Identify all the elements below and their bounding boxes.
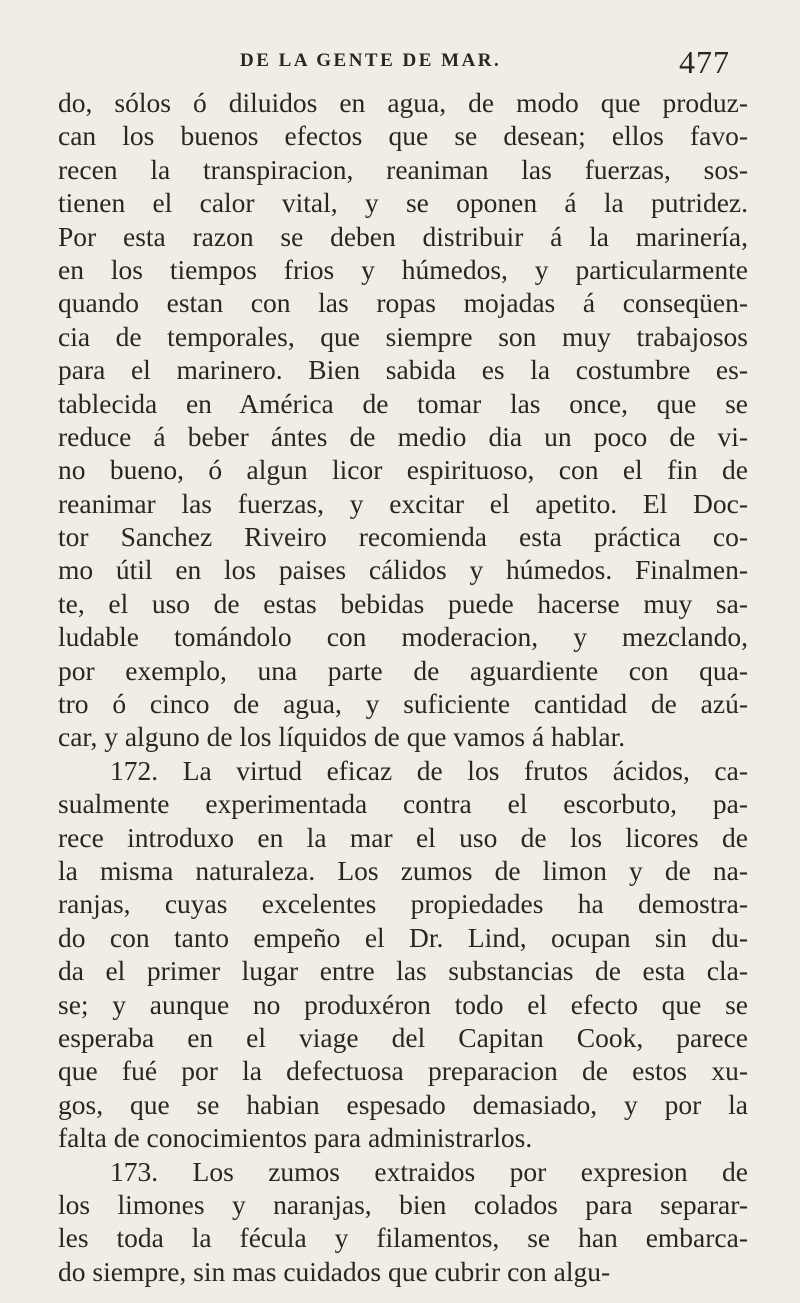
text-line: te, el uso de estas bebidas puede hacerse muy sa-: [58, 587, 748, 619]
text-line: para el marinero. Bien sabida es la costumbre es-: [58, 354, 748, 386]
text-line: car, y alguno de los líquidos de que vamos á hablar.: [58, 721, 626, 753]
text-line: que fué por la defectuosa preparacion de estos xu-: [58, 1055, 748, 1087]
text-line: reanimar las fuerzas, y excitar el apetito. El Doc-: [58, 487, 748, 519]
text-line: por exemplo, una parte de aguardiente con qua-: [58, 654, 748, 686]
text-line: da el primer lugar entre las substancias de esta cla-: [58, 955, 748, 987]
text-line: tro ó cinco de agua, y suficiente cantidad de azú-: [58, 688, 748, 720]
text-line: los limones y naranjas, bien colados para separar-: [58, 1188, 748, 1220]
text-line: reduce á beber ántes de medio dia un poco de vi-: [58, 420, 748, 452]
text-line: tienen el calor vital, y se oponen á la putridez.: [58, 187, 748, 219]
text-line: ranjas, cuyas excelentes propiedades ha demostra-: [58, 888, 748, 920]
text-line: do siempre, sin mas cuidados que cubrir con algu-: [58, 1255, 611, 1287]
running-head: DE LA GENTE DE MAR.: [240, 50, 502, 71]
text-line: no bueno, ó algun licor espirituoso, con el fin de: [58, 454, 748, 486]
text-line: 172. La virtud eficaz de los frutos ácidos, ca-: [110, 754, 748, 786]
text-line: cia de temporales, que siempre son muy trabajosos: [58, 320, 748, 352]
text-line: esperaba en el viage del Capitan Cook, parece: [58, 1021, 748, 1053]
text-line: la misma naturaleza. Los zumos de limon y de na-: [58, 854, 748, 886]
text-line: tablecida en América de tomar las once, que se: [58, 387, 748, 419]
page-number: 477: [679, 44, 730, 80]
text-line: quando estan con las ropas mojadas á conseqüen-: [58, 287, 748, 319]
text-line: se; y aunque no produxéron todo el efecto que se: [58, 988, 748, 1020]
text-line: en los tiempos frios y húmedos, y particularmente: [58, 253, 748, 285]
text-line: do, sólos ó diluidos en agua, de modo que produz-: [58, 87, 748, 118]
text-line: 173. Los zumos extraidos por expresion de: [110, 1155, 748, 1187]
text-line: recen la transpiracion, reaniman las fuerzas, sos-: [58, 153, 748, 185]
text-line: rece introduxo en la mar el uso de los licores de: [58, 821, 748, 853]
text-line: gos, que se habian espesado demasiado, y por la: [58, 1088, 748, 1120]
text-line: ludable tomándolo con moderacion, y mezclando,: [58, 621, 748, 653]
text-line: mo útil en los paises cálidos y húmedos. Finalmen-: [58, 554, 748, 586]
body-text: [58, 86, 748, 1288]
text-line: Por esta razon se deben distribuir á la marinería,: [58, 220, 748, 252]
text-line: can los buenos efectos que se desean; ellos favo-: [58, 120, 748, 152]
text-line: do con tanto empeño el Dr. Lind, ocupan sin du-: [58, 921, 748, 953]
text-line: tor Sanchez Riveiro recomienda esta práctica co-: [58, 521, 748, 553]
text-line: falta de conocimientos para administrarlos.: [58, 1122, 533, 1154]
text-line: sualmente experimentada contra el escorbuto, pa-: [58, 788, 748, 820]
text-line: les toda la fécula y filamentos, se han embarca-: [58, 1222, 748, 1254]
page-header: [55, 44, 745, 84]
